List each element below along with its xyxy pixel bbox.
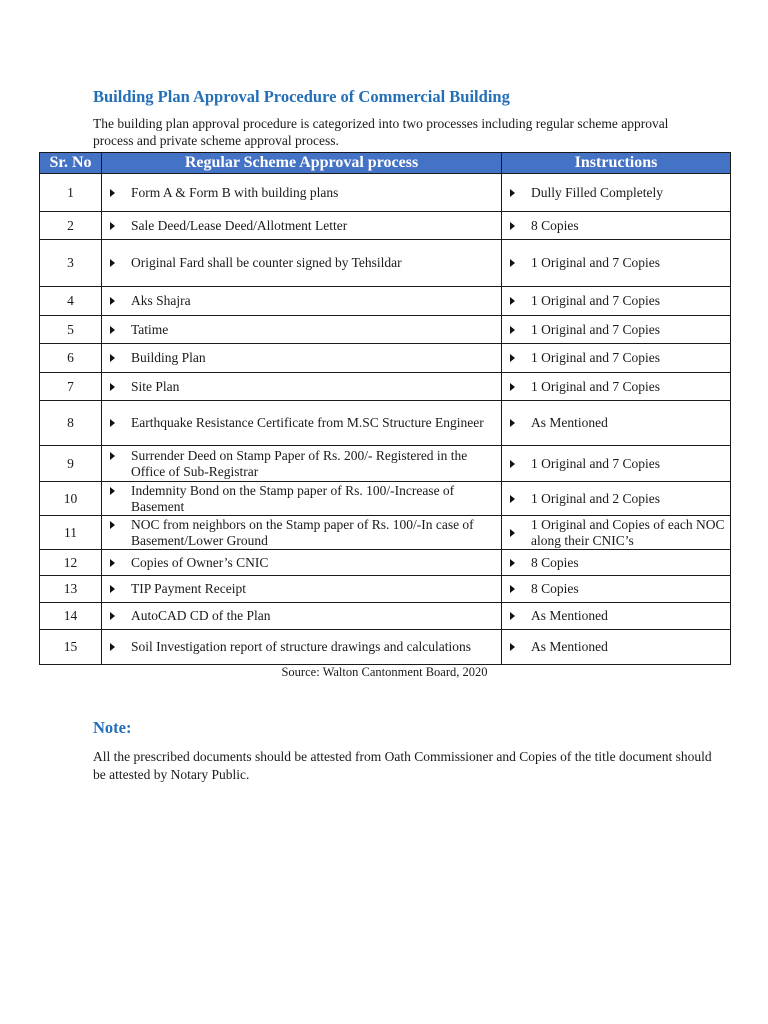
header-sr-no: Sr. No [40, 153, 102, 174]
table-row [40, 482, 731, 516]
note-body: All the prescribed documents should be attested from Oath Commissioner and Copies of the title document should be attested by Notary Public. [93, 749, 712, 782]
header-process: Regular Scheme Approval process [102, 153, 502, 174]
sr-no-cell: 5 [40, 316, 102, 344]
instruction-cell-text: As Mentioned [531, 608, 608, 623]
bullet-arrow-icon [110, 452, 115, 460]
process-cell-text: TIP Payment Receipt [131, 581, 246, 596]
bullet-arrow-icon [110, 222, 115, 230]
instruction-cell-text: 1 Original and 7 Copies [531, 455, 660, 471]
process-cell-text: Tatime [131, 321, 169, 337]
bullet-arrow-icon [510, 585, 515, 593]
sr-no-cell: 15 [40, 630, 102, 665]
process-cell [102, 516, 502, 550]
sr-no-cell: 9 [40, 446, 102, 482]
bullet-arrow-icon [510, 326, 515, 334]
bullet-arrow-icon [510, 189, 515, 197]
intro-paragraph: The building plan approval procedure is categorized into two processes including regular scheme approval process and private scheme approval process. [93, 116, 669, 148]
instruction-cell [502, 482, 731, 516]
instruction-cell-text: 8 Copies [531, 554, 579, 570]
bullet-arrow-icon [510, 643, 515, 651]
table-row [40, 576, 731, 603]
bullet-arrow-icon [510, 297, 515, 305]
process-cell [102, 550, 502, 576]
process-cell-text: Original Fard shall be counter signed by Tehsildar [131, 255, 402, 270]
instruction-cell [502, 603, 731, 630]
sr-no-cell: 6 [40, 344, 102, 373]
bullet-arrow-icon [510, 419, 515, 427]
document-title: Building Plan Approval Procedure of Commercial Building [93, 87, 510, 106]
process-cell-text: NOC from neighbors on the Stamp paper of Rs. 100/-In case of Basement/Lower Ground [131, 516, 474, 548]
sr-no-cell: 12 [40, 550, 102, 576]
instruction-cell [502, 576, 731, 603]
process-cell-text: Aks Shajra [131, 293, 191, 308]
sr-no-cell: 2 [40, 212, 102, 240]
process-cell [102, 240, 502, 287]
instruction-cell-text: 1 Original and Copies of each NOC along their CNIC’s [531, 516, 725, 548]
bullet-arrow-icon [510, 259, 515, 267]
process-cell-text: Copies of Owner’s CNIC [131, 554, 269, 570]
process-cell [102, 603, 502, 630]
bullet-arrow-icon [510, 354, 515, 362]
process-cell [102, 344, 502, 373]
instruction-cell-text: As Mentioned [531, 639, 608, 654]
process-cell-text: AutoCAD CD of the Plan [131, 608, 271, 623]
bullet-arrow-icon [510, 383, 515, 391]
sr-no-cell: 13 [40, 576, 102, 603]
instruction-cell [502, 446, 731, 482]
table-row [40, 401, 731, 446]
instruction-cell [502, 516, 731, 550]
process-cell [102, 373, 502, 401]
table-row [40, 603, 731, 630]
bullet-arrow-icon [510, 495, 515, 503]
bullet-arrow-icon [110, 521, 115, 529]
process-cell-text: Indemnity Bond on the Stamp paper of Rs. 100/-Increase of Basement [131, 482, 455, 514]
process-cell [102, 482, 502, 516]
table-row [40, 174, 731, 212]
instruction-cell [502, 550, 731, 576]
sr-no-cell: 11 [40, 516, 102, 550]
bullet-arrow-icon [510, 529, 515, 537]
table-row [40, 212, 731, 240]
bullet-arrow-icon [510, 612, 515, 620]
process-cell [102, 576, 502, 603]
bullet-arrow-icon [510, 222, 515, 230]
table-row [40, 630, 731, 665]
instruction-cell-text: Dully Filled Completely [531, 184, 663, 200]
process-cell-text: Building Plan [131, 350, 206, 365]
bullet-arrow-icon [110, 585, 115, 593]
approval-procedure-table [39, 152, 731, 665]
instruction-cell [502, 344, 731, 373]
process-cell [102, 446, 502, 482]
header-instructions: Instructions [502, 153, 731, 174]
sr-no-cell: 4 [40, 287, 102, 316]
table-row [40, 373, 731, 401]
process-cell-text: Earthquake Resistance Certificate from M.SC Structure Engineer [131, 415, 484, 430]
instruction-cell [502, 401, 731, 446]
process-cell [102, 212, 502, 240]
process-cell-text: Soil Investigation report of structure drawings and calculations [131, 639, 472, 654]
process-cell [102, 287, 502, 316]
bullet-arrow-icon [510, 559, 515, 567]
process-cell-text: Site Plan [131, 378, 180, 394]
table-row [40, 446, 731, 482]
process-cell-text: Surrender Deed on Stamp Paper of Rs. 200/- Registered in the Office of Sub-Registrar [131, 447, 468, 479]
table-row [40, 344, 731, 373]
process-cell-text: Form A & Form B with building plans [131, 184, 339, 200]
bullet-arrow-icon [110, 354, 115, 362]
source-caption: Source: Walton Cantonment Board, 2020 [281, 665, 488, 679]
bullet-arrow-icon [110, 559, 115, 567]
table-row [40, 516, 731, 550]
sr-no-cell: 14 [40, 603, 102, 630]
bullet-arrow-icon [110, 189, 115, 197]
process-cell [102, 174, 502, 212]
bullet-arrow-icon [110, 487, 115, 495]
sr-no-cell: 10 [40, 482, 102, 516]
table-row [40, 316, 731, 344]
instruction-cell-text: As Mentioned [531, 415, 608, 430]
table-header-row [40, 153, 731, 174]
instruction-cell [502, 240, 731, 287]
instruction-cell-text: 1 Original and 7 Copies [531, 293, 660, 308]
instruction-cell-text: 8 Copies [531, 581, 579, 596]
sr-no-cell: 1 [40, 174, 102, 212]
instruction-cell-text: 1 Original and 7 Copies [531, 350, 660, 365]
bullet-arrow-icon [110, 419, 115, 427]
bullet-arrow-icon [510, 460, 515, 468]
process-cell [102, 316, 502, 344]
bullet-arrow-icon [110, 259, 115, 267]
sr-no-cell: 7 [40, 373, 102, 401]
instruction-cell [502, 316, 731, 344]
sr-no-cell: 3 [40, 240, 102, 287]
instruction-cell-text: 8 Copies [531, 217, 579, 233]
instruction-cell-text: 1 Original and 7 Copies [531, 255, 660, 270]
instruction-cell [502, 174, 731, 212]
bullet-arrow-icon [110, 643, 115, 651]
instruction-cell-text: 1 Original and 2 Copies [531, 490, 660, 506]
bullet-arrow-icon [110, 326, 115, 334]
instruction-cell-text: 1 Original and 7 Copies [531, 321, 660, 337]
instruction-cell [502, 373, 731, 401]
instruction-cell [502, 630, 731, 665]
process-cell-text: Sale Deed/Lease Deed/Allotment Letter [131, 217, 348, 233]
instruction-cell [502, 212, 731, 240]
bullet-arrow-icon [110, 612, 115, 620]
process-cell [102, 630, 502, 665]
sr-no-cell: 8 [40, 401, 102, 446]
process-cell [102, 401, 502, 446]
instruction-cell [502, 287, 731, 316]
table-row [40, 550, 731, 576]
instruction-cell-text: 1 Original and 7 Copies [531, 378, 660, 394]
note-title: Note: [93, 718, 132, 737]
bullet-arrow-icon [110, 383, 115, 391]
table-row [40, 240, 731, 287]
table-row [40, 287, 731, 316]
bullet-arrow-icon [110, 297, 115, 305]
